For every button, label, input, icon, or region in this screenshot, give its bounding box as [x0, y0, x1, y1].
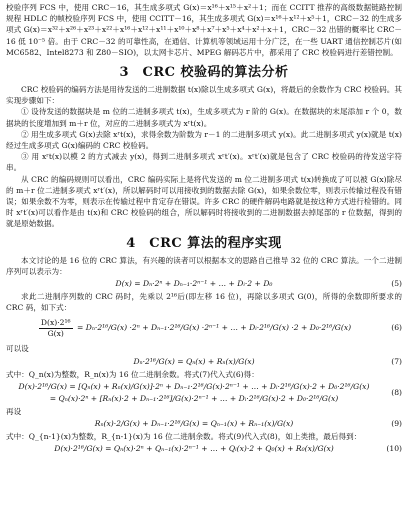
- equation-10: [6, 443, 402, 455]
- equation-8: [6, 381, 402, 405]
- equation-6-lhs: [39, 318, 73, 339]
- section-4-para-5: 再设: [6, 406, 22, 416]
- section-3-heading: 3 CRC 校验码的算法分析: [119, 65, 289, 81]
- section-3-step-1: ① 设待发送的数据块是 m 位的二进制多项式 t(x)，生成多项式为 r 阶的 G(x)。在数据块的末尾添加 r 个 0，数据块的长度增加到 m＋r 位，对应的二进制多项式为 xʳt(x)。: [6, 107, 402, 128]
- equation-7-number: (7): [391, 356, 402, 366]
- section-3-para-5: 从 CRC 的编码规则可以看出，CRC 编码实际上是将代发送的 m 位二进制多项式 t(x)转换成了可以被 G(x)除尽的 m＋r 位二进制多项式 xʳt′(x)，所以解码时可以用接收到的数据去除 G(x)，如果余数位零，则表示传输过程没有错误；如果余数不为零，则表示在传输过程中肯定存在错误。许多 CRC 的硬件解码电路就是按这种方式进行检错的。同时 xʳt′(x)可以看作是由 t(x)和 CRC 校验码的组合，所以解码时将接收到的二进制数据去掉尾部的 r 位数据，得到的就是原始数据。: [6, 174, 402, 229]
- intro-paragraph: 校验序列 FCS 中，使用 CRC－16，其生成多项式 G(x)＝x¹⁶＋x¹⁵＋x²＋1；而在 CCITT 推荐的高级数据链路控制规程 HDLC 的帧校验序列 FCS 中，使用 CCITT－16，其生成多项式 G(x)＝x¹⁶＋x¹²＋x⁵＋1，CRC－32 的生成多项式 G(x)＝x³²＋x²⁶＋x²³＋x²²＋x¹⁶＋x¹²＋x¹¹＋x¹⁰＋x⁸＋x⁷＋x⁵＋x⁴＋x²＋x＋1，CRC－32 出错的概率比 CRC－16 低 10⁻⁵ 倍。由于 CRC－32 的可靠性高，在通信、计算机等领域运用十分广泛，在一些 UART 通信控制芯片(如 MC6582、Intel8273 和 Z80－SIO)，以太网卡芯片、MPEG 解码芯片中，都采用了 CRC 校验码进行差错控制。: [6, 3, 402, 57]
- section-4-para-3: 可以设: [6, 344, 29, 354]
- section-4-para-2: 求此二进制序列数的 CRC 码时，先乘以 2¹⁶后(即左移 16 位)，再除以多项式 G(0)，所得的余数即所要求的 CRC 码，如下式：: [6, 292, 402, 313]
- section-4-para-6: 式中：Q_{n-1}(x)为整数，R_{n-1}(x)为 16 位二进制余数。将式(9)代入式(8)，如上类推，最后得到：: [6, 432, 362, 442]
- equation-8-number: (8): [391, 387, 402, 397]
- equation-9: [6, 418, 402, 430]
- equation-8-line-1: D(x)·2¹⁶/G(x) = [Qₙ(x) + Rₙ(x)/G(x)]·2ⁿ + Dₙ₋₁·2¹⁶/G(x)·2ⁿ⁻¹ + … + Dᵢ·2¹⁶/G(x)·2 + D₀·2¹⁶/G(x): [18, 381, 370, 391]
- section-4-heading: 4 CRC 算法的程序实现: [126, 235, 282, 251]
- equation-6-lhs-numerator: D(x)·2¹⁶: [40, 317, 71, 327]
- equation-5-body: D(x) = Dₙ·2ⁿ + Dₙ₋₁·2ⁿ⁻¹ + … + Dᵢ·2 + D₀: [115, 279, 273, 289]
- section-3-para-1: CRC 校验码的编码方法是用待发送的二进制数据 t(x)除以生成多项式 G(x)，将最后的余数作为 CRC 校验码。其实现步骤如下：: [6, 85, 402, 106]
- equation-6-lhs-denominator: G(x): [47, 328, 64, 338]
- section-3-step-2: ② 用生成多项式 G(x)去除 xʳt(x)，求得余数为阶数为 r－1 的二进制多项式 y(x)。此二进制多项式 y(x)就是 t(x)经过生成多项式 G(x)编码的 CRC 校验码。: [6, 129, 402, 151]
- section-4-para-1: 本文讨论的是 16 位的 CRC 算法，有兴趣的读者可以根据本文的思路自己推导 32 位的 CRC 算法。一个二进制序列可以表示为：: [6, 255, 402, 276]
- equation-9-number: (9): [391, 419, 402, 429]
- equation-9-body: Rₙ(x)·2/G(x) + Dₙ₋₁·2¹⁶/G(x) = Qₙ₋₁(x) + Rₙ₋₁(x)/G(x): [94, 419, 294, 429]
- equation-10-body: D(x)·2¹⁶/G(x) = Qₙ(x)·2ⁿ + Qₙ₋₁(x)·2ⁿ⁻¹ + … + Qᵢ(x)·2 + Q₀(x) + R₀(x)/G(x): [54, 444, 334, 454]
- equation-6-rhs: = Dₙ·2¹⁶/G(x) ·2ⁿ + Dₙ₋₁·2¹⁶/G(x) ·2ⁿ⁻¹ + … + Dᵢ·2¹⁶/G(x) ·2 + D₀·2¹⁶/G(x): [76, 323, 352, 333]
- equation-5-number: (5): [391, 279, 402, 289]
- equation-10-number: (10): [386, 444, 402, 454]
- equation-8-line-2: = Qₙ(x)·2ⁿ + [Rₙ(x)·2 + Dₙ₋₁·2¹⁶]/G(x)·2ⁿ⁻¹ + … + Dᵢ·2¹⁶/G(x)·2 + D₀·2¹⁶/G(x): [49, 393, 339, 403]
- equation-7-body: Dₙ·2¹⁶/G(x) = Qₙ(x) + Rₙ(x)/G(x): [133, 356, 255, 366]
- equation-7: [6, 356, 402, 368]
- equation-6-number: (6): [391, 323, 402, 333]
- equation-6: [6, 314, 402, 342]
- section-4-para-4: 式中：Q_n(x)为整数，R_n(x)为 16 位二进制余数。将式(7)代入式(6)得：: [6, 369, 259, 379]
- section-3-step-3: ③ 用 xʳt(x)以模 2 的方式减去 y(x)，得到二进制多项式 xʳt′(x)。xʳt′(x)就是包含了 CRC 校验码的待发送字符串。: [6, 152, 402, 173]
- equation-5: [6, 278, 402, 290]
